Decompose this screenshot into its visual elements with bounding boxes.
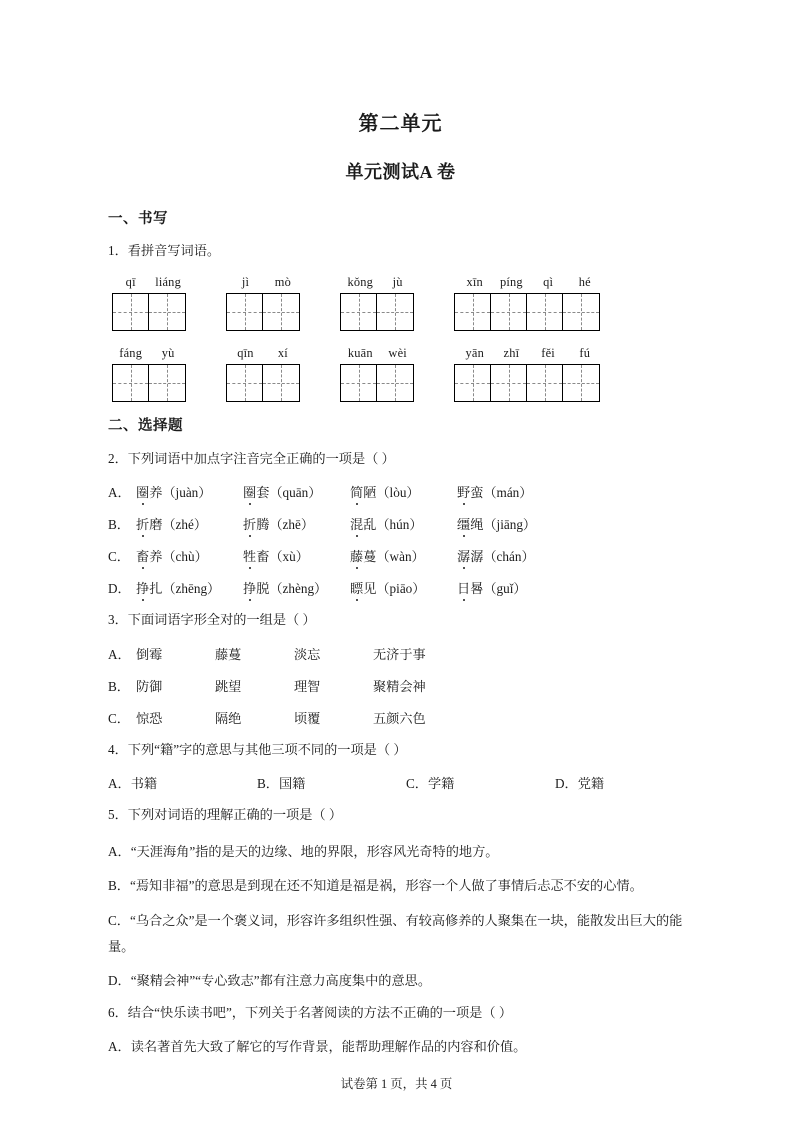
pinyin-syllable: jù [392, 274, 403, 289]
option-item: 聚精会神 [373, 678, 426, 694]
emphasized-character: 折 [243, 514, 256, 533]
option-label: D． [108, 581, 131, 597]
question-3-stem: 3．下面词语字形全对的一组是（ ） [108, 612, 316, 628]
character-grid-group[interactable] [454, 293, 600, 331]
pinyin-syllable: fú [579, 345, 591, 360]
question-6-stem: 6．结合“快乐读书吧”，下列关于名著阅读的方法不正确的一项是（ ） [108, 1005, 513, 1021]
pinyin-syllable: xí [277, 345, 288, 360]
emphasized-character: 牲 [243, 546, 256, 565]
question-2-options [108, 482, 693, 597]
question-4-option[interactable]: B．国籍 [257, 776, 306, 792]
section-heading-writing: 一、书写 [108, 210, 168, 227]
emphasized-character: 缰 [457, 514, 470, 533]
emphasized-character: 日 [457, 578, 470, 597]
pinyin-syllable: zhī [503, 345, 520, 360]
pinyin-syllable: yù [161, 345, 175, 360]
question-5-stem: 5．下列对词语的理解正确的一项是（ ） [108, 807, 343, 823]
question-4-option[interactable]: C．学籍 [406, 776, 455, 792]
character-grid-cell[interactable] [491, 294, 527, 330]
character-grid-cell[interactable] [149, 294, 185, 330]
option-item-text: 潺（chán） [470, 549, 535, 565]
option-item [457, 578, 527, 597]
option-item [350, 482, 457, 501]
pinyin-syllable: kǒng [347, 274, 374, 289]
option-item [243, 514, 350, 533]
option-item-text: 绳（jiāng） [470, 517, 537, 533]
character-grid-cell[interactable] [527, 294, 563, 330]
pinyin-syllable: mò [274, 274, 291, 289]
option-item: 防御 [136, 678, 163, 694]
character-grid-cell[interactable] [263, 365, 299, 401]
page-content [108, 112, 693, 1070]
option-item-text: 畜（xù） [256, 549, 309, 565]
emphasized-character: 简 [350, 482, 363, 501]
option-item [457, 514, 536, 533]
pinyin-grid-block [108, 275, 693, 402]
option-item-text: 磨（zhé） [149, 517, 208, 533]
pinyin-syllable: xīn [466, 274, 483, 289]
character-grid-cell[interactable] [455, 365, 491, 401]
option-item: 倒霉 [136, 646, 163, 662]
emphasized-character: 折 [136, 514, 149, 533]
option-item: 五颜六色 [373, 710, 426, 726]
option-item: 藤蔓 [215, 646, 242, 662]
option-item: 隔绝 [215, 710, 242, 726]
pinyin-group [227, 346, 302, 361]
emphasized-character: 混 [350, 514, 363, 533]
character-grid-group[interactable] [340, 293, 414, 331]
character-grid-cell[interactable] [149, 365, 185, 401]
option-item: 顷覆 [294, 710, 321, 726]
character-grid-cell[interactable] [563, 365, 599, 401]
emphasized-character: 畜 [136, 546, 149, 565]
question-5-option-a[interactable]: A．“天涯海角”指的是天的边缘、地的界限，形容风光奇特的地方。 [108, 843, 499, 859]
character-grid-cell[interactable] [263, 294, 299, 330]
character-grid-cell[interactable] [341, 365, 377, 401]
emphasized-character: 挣 [136, 578, 149, 597]
question-1-stem: 1．看拼音写词语。 [108, 243, 221, 259]
emphasized-character: 潺 [457, 546, 470, 565]
character-grid-cell[interactable] [527, 365, 563, 401]
pinyin-syllable: hé [578, 274, 591, 289]
character-grid-cell[interactable] [563, 294, 599, 330]
pinyin-syllable: kuān [347, 345, 373, 360]
option-item-text: 蛮（mán） [470, 485, 533, 501]
emphasized-character: 挣 [243, 578, 256, 597]
character-grid-row [108, 364, 693, 402]
page-subtitle: 单元测试A 卷 [345, 162, 456, 182]
pinyin-syllable: qì [543, 274, 554, 289]
question-2-option[interactable] [108, 578, 693, 597]
question-4-stem: 4．下列“籍”字的意思与其他三项不同的一项是（ ） [108, 741, 407, 757]
page-footer: 试卷第 1 页，共 4 页 [340, 1077, 453, 1091]
pinyin-group [342, 275, 417, 290]
character-grid-group[interactable] [454, 364, 600, 402]
pinyin-syllable: jì [241, 274, 250, 289]
question-3-option[interactable] [108, 708, 693, 727]
option-item [136, 578, 243, 597]
pinyin-syllable: fáng [119, 345, 143, 360]
pinyin-group [112, 346, 187, 361]
pinyin-row [108, 275, 693, 290]
pinyin-syllable: qīn [237, 345, 254, 360]
option-item-text: 养（juàn） [149, 485, 212, 501]
pinyin-syllable: liáng [155, 274, 181, 289]
option-item [136, 482, 243, 501]
option-label: A． [108, 485, 131, 501]
question-2-option[interactable] [108, 514, 693, 533]
option-item [457, 546, 535, 565]
option-item-text: 脱（zhèng） [256, 581, 328, 597]
pinyin-group [456, 346, 603, 361]
character-grid-group[interactable] [226, 364, 300, 402]
emphasized-character: 瞟 [350, 578, 363, 597]
option-label: C． [108, 710, 130, 726]
emphasized-character: 藤 [350, 546, 363, 565]
pinyin-syllable: fěi [541, 345, 555, 360]
question-3-option[interactable] [108, 644, 693, 663]
question-4-option[interactable]: A．书籍 [108, 776, 158, 792]
character-grid-cell[interactable] [377, 294, 413, 330]
character-grid-cell[interactable] [113, 365, 149, 401]
option-item-text: 见（piāo） [363, 581, 426, 597]
pinyin-group [456, 275, 603, 290]
option-label: C． [108, 549, 130, 565]
character-grid-cell[interactable] [227, 294, 263, 330]
option-item-text: 蔓（wàn） [363, 549, 425, 565]
pinyin-group [227, 275, 302, 290]
character-grid-group[interactable] [112, 364, 186, 402]
pinyin-syllable: wèi [388, 345, 407, 360]
emphasized-character: 圈 [136, 482, 149, 501]
option-item: 惊恐 [136, 710, 163, 726]
pinyin-syllable: yān [465, 345, 484, 360]
character-grid-cell[interactable] [341, 294, 377, 330]
pinyin-syllable: píng [500, 274, 523, 289]
option-item [243, 578, 350, 597]
question-5-option-c[interactable]: C．“乌合之众”是一个褒义词，形容许多组织性强、有较高修养的人聚集在一块，能散发出巨大的能量。 [108, 913, 683, 954]
option-item: 跳望 [215, 678, 242, 694]
option-item-text: 晷（guǐ） [470, 581, 527, 597]
option-item-text: 扎（zhēng） [149, 581, 221, 597]
option-item-text: 乱（hún） [363, 517, 423, 533]
option-item [243, 546, 350, 565]
emphasized-character: 野 [457, 482, 470, 501]
question-6-option-a[interactable]: A．读名著首先大致了解它的写作背景，能帮助理解作品的内容和价值。 [108, 1038, 527, 1054]
question-2-option[interactable] [108, 546, 693, 565]
character-grid-cell[interactable] [455, 294, 491, 330]
option-item: 理智 [294, 678, 321, 694]
option-item: 无济于事 [373, 646, 426, 662]
option-label: A． [108, 646, 131, 662]
option-label: B． [108, 678, 130, 694]
option-item-text: 腾（zhē） [256, 517, 315, 533]
option-item: 淡忘 [294, 646, 321, 662]
character-grid-group[interactable] [112, 293, 186, 331]
question-3-options [108, 644, 693, 727]
option-item-text: 养（chù） [149, 549, 208, 565]
emphasized-character: 圈 [243, 482, 256, 501]
option-item [243, 482, 350, 501]
question-4-option[interactable]: D．党籍 [555, 776, 605, 792]
character-grid-cell[interactable] [227, 365, 263, 401]
character-grid-group[interactable] [340, 364, 414, 402]
question-4-options [108, 773, 693, 792]
option-item [350, 514, 457, 533]
page-title: 第二单元 [358, 113, 443, 135]
character-grid-row [108, 293, 693, 331]
option-item [350, 578, 457, 597]
option-item-text: 陋（lòu） [363, 485, 420, 501]
option-item [136, 546, 243, 565]
option-item [350, 546, 457, 565]
pinyin-syllable: qī [125, 274, 136, 289]
question-5-option-b[interactable]: B．“焉知非福”的意思是到现在还不知道是福是祸，形容一个人做了事情后忐忑不安的心情。 [108, 878, 643, 894]
question-3-option[interactable] [108, 676, 693, 695]
option-item-text: 套（quān） [256, 485, 322, 501]
question-2-stem: 2．下列词语中加点字注音完全正确的一项是（ ） [108, 450, 395, 466]
pinyin-row [108, 346, 693, 361]
question-5-option-d[interactable]: D．“聚精会神”“专心致志”都有注意力高度集中的意思。 [108, 973, 432, 989]
character-grid-cell[interactable] [491, 365, 527, 401]
section-heading-choice: 二、选择题 [108, 417, 183, 434]
character-grid-cell[interactable] [377, 365, 413, 401]
character-grid-group[interactable] [226, 293, 300, 331]
question-2-option[interactable] [108, 482, 693, 501]
option-item [457, 482, 532, 501]
character-grid-cell[interactable] [113, 294, 149, 330]
pinyin-group [342, 346, 417, 361]
option-label: B． [108, 517, 130, 533]
pinyin-group [112, 275, 187, 290]
option-item [136, 514, 243, 533]
